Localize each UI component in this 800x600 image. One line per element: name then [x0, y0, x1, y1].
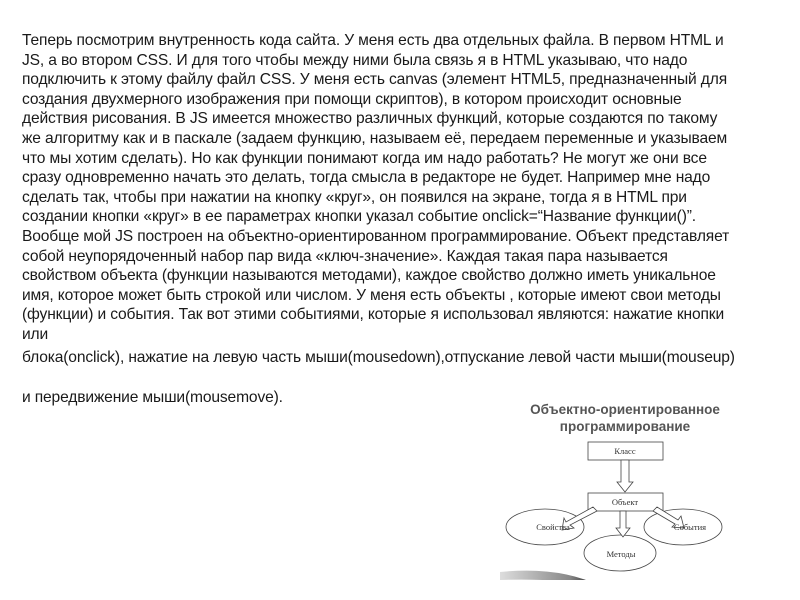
text-line: создании кнопки «круг» в ее параметрах кнопки указал событие onclick=“Название функции()”. [22, 208, 696, 226]
object-label: Объект [611, 497, 639, 507]
text-line: (функции) и события. Так вот этими событиями, которые я использовал являются: нажатие кнопки [22, 306, 725, 324]
text-line: свойством объекта (функции называются методами), каждое свойство должно иметь уникальное [22, 267, 716, 285]
arrow-to-methods [616, 511, 630, 537]
text-line: или [22, 325, 49, 343]
text-line: Вообще мой JS построен на объектно-ориентированном программирование. Объект представляет [22, 227, 730, 245]
text-line: сделать так, чтобы при нажатии на кнопку «круг», он появился на экране, тогда я в HTML при [22, 188, 687, 206]
diagram-title-line1: Объектно-ориентированное [530, 402, 720, 417]
text-line: JS, а во втором CSS. И для того чтобы между ними была связь я в HTML указываю, что надо [22, 51, 688, 69]
text-line: что мы хотим сделать). Но как функции понимают когда им надо работать? Не могут же они все [22, 149, 707, 167]
text-line: блока(onclick), нажатие на левую часть мыши(mousedown),отпускание левой части мыши(mouseup) [22, 349, 735, 366]
text-line: имя, которое может быть строкой или числом. У меня есть объекты , которые имеют свои методы [22, 286, 721, 304]
methods-label: Методы [606, 549, 636, 559]
text-line: же алгоритму как и в паскале (задаем функцию, называем её, передаем переменные и указываем [22, 129, 728, 147]
text-line: подключить к этому файлу файл CSS. У меня есть canvas (элемент HTML5, предназначенный для [22, 71, 727, 89]
diagram-title-line2: программирование [559, 419, 691, 434]
text-line: и передвижение мыши(mousemove). [22, 388, 283, 406]
text-line: Теперь посмотрим внутренность кода сайта. У меня есть два отдельных файла. В первом HTML и [22, 32, 724, 49]
class-label: Класс [614, 446, 636, 456]
properties-label: Свойства [536, 522, 570, 532]
text-line: собой неупорядоченный набор пар вида «ключ-значение». Каждая такая пара называется [22, 247, 668, 265]
text-line: действия рисования. В JS имеется множество различных функций, которые создаются по такому [22, 110, 718, 128]
events-label: События [673, 522, 707, 532]
text-line: создания двухмерного изображения при помощи скриптов), в котором происходит основные [22, 90, 682, 108]
arrow-class-to-object [617, 460, 633, 492]
text-line: сразу одновременно начать это делать, тогда смысла в редакторе не будет. Например мне надо [22, 169, 711, 187]
